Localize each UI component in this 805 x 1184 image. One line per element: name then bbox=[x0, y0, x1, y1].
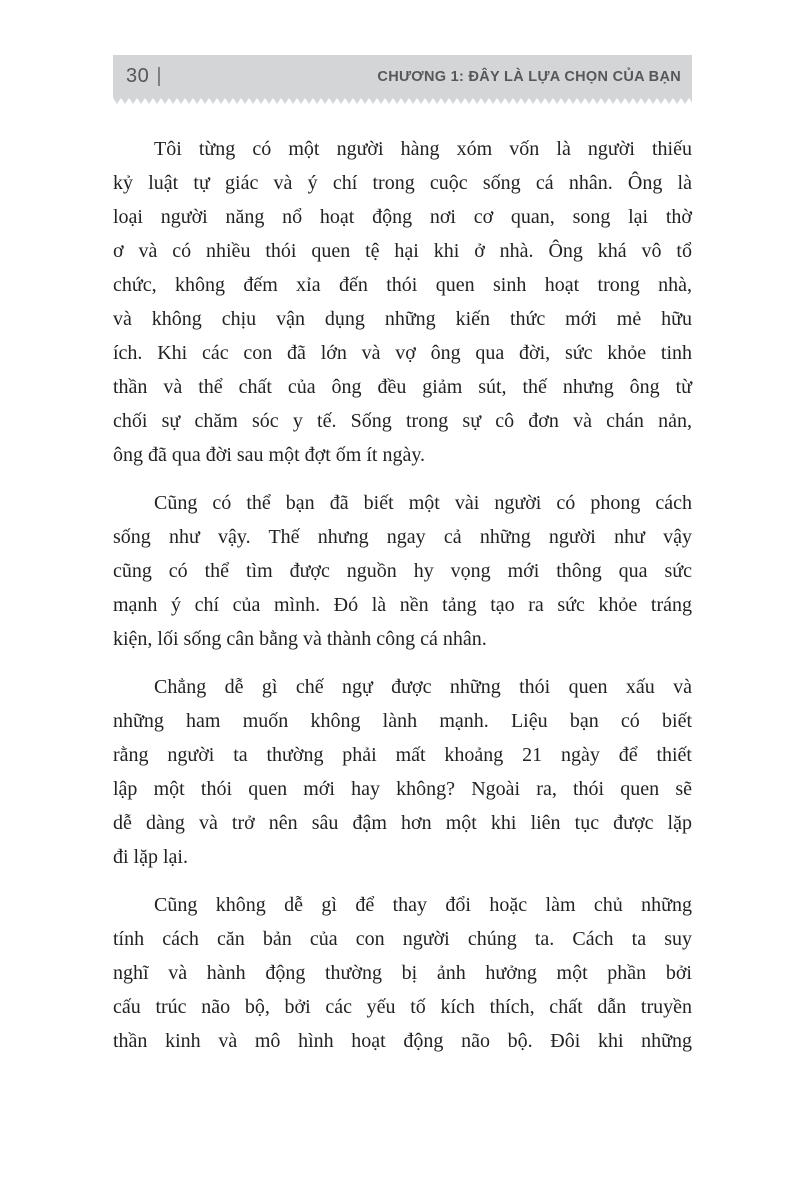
page-number-divider bbox=[158, 67, 160, 86]
text-line: chức, không đếm xỉa đến thói quen sinh hoạt trong nhà, bbox=[113, 274, 692, 296]
chapter-title: CHƯƠNG 1: ĐÂY LÀ LỰA CHỌN CỦA BẠN bbox=[377, 68, 681, 85]
text-line: Tôi từng có một người hàng xóm vốn là người thiếu bbox=[154, 138, 692, 160]
text-line: ích. Khi các con đã lớn và vợ ông qua đời, sức khỏe tinh bbox=[113, 342, 692, 364]
text-line: những ham muốn không lành mạnh. Liệu bạn có biết bbox=[113, 710, 692, 732]
text-line: sống như vậy. Thế nhưng ngay cả những người như vậy bbox=[113, 526, 692, 548]
paragraph bbox=[113, 132, 692, 472]
text-line: thần kinh và mô hình hoạt động não bộ. Đôi khi những bbox=[113, 1030, 692, 1052]
text-line: đi lặp lại. bbox=[113, 846, 188, 868]
text-line: dễ dàng và trở nên sâu đậm hơn một khi liên tục được lặp bbox=[113, 812, 692, 834]
text-line: rằng người ta thường phải mất khoảng 21 ngày để thiết bbox=[113, 744, 692, 766]
text-line: thần và thể chất của ông đều giảm sút, thế nhưng ông từ bbox=[113, 376, 692, 398]
page-header bbox=[113, 55, 692, 104]
text-line: ơ và có nhiều thói quen tệ hại khi ở nhà. Ông khá vô tổ bbox=[113, 240, 692, 262]
text-line: kiện, lối sống cân bằng và thành công cá nhân. bbox=[113, 628, 487, 650]
text-line: kỷ luật tự giác và ý chí trong cuộc sống cá nhân. Ông là bbox=[113, 172, 692, 194]
header-perforated-edge bbox=[113, 98, 692, 104]
paragraph bbox=[113, 888, 692, 1058]
text-line: cũng có thể tìm được nguồn hy vọng mới thông qua sức bbox=[113, 560, 692, 582]
text-line: Cũng có thể bạn đã biết một vài người có phong cách bbox=[154, 492, 692, 514]
text-line: mạnh ý chí của mình. Đó là nền tảng tạo ra sức khỏe tráng bbox=[113, 594, 692, 616]
text-line: cấu trúc não bộ, bởi các yếu tố kích thích, chất dẫn truyền bbox=[113, 996, 692, 1018]
page-number: 30 bbox=[126, 65, 150, 87]
header-bar bbox=[113, 55, 692, 98]
text-line: chối sự chăm sóc y tế. Sống trong sự cô đơn và chán nản, bbox=[113, 410, 692, 432]
text-line: lập một thói quen mới hay không? Ngoài ra, thói quen sẽ bbox=[113, 778, 692, 800]
text-line: Cũng không dễ gì để thay đổi hoặc làm chủ những bbox=[154, 894, 692, 916]
text-line: ông đã qua đời sau một đợt ốm ít ngày. bbox=[113, 444, 426, 466]
page-body bbox=[113, 132, 692, 1072]
text-line: nghĩ và hành động thường bị ảnh hưởng một phần bởi bbox=[113, 962, 692, 984]
text-line: loại người năng nổ hoạt động nơi cơ quan, song lại thờ bbox=[113, 206, 692, 228]
text-line: Chẳng dễ gì chế ngự được những thói quen xấu và bbox=[154, 676, 692, 698]
paragraph bbox=[113, 486, 692, 656]
paragraph bbox=[113, 670, 692, 874]
text-line: tính cách căn bản của con người chúng ta. Cách ta suy bbox=[113, 928, 692, 950]
text-line: và không chịu vận dụng những kiến thức mới mẻ hữu bbox=[113, 308, 692, 330]
